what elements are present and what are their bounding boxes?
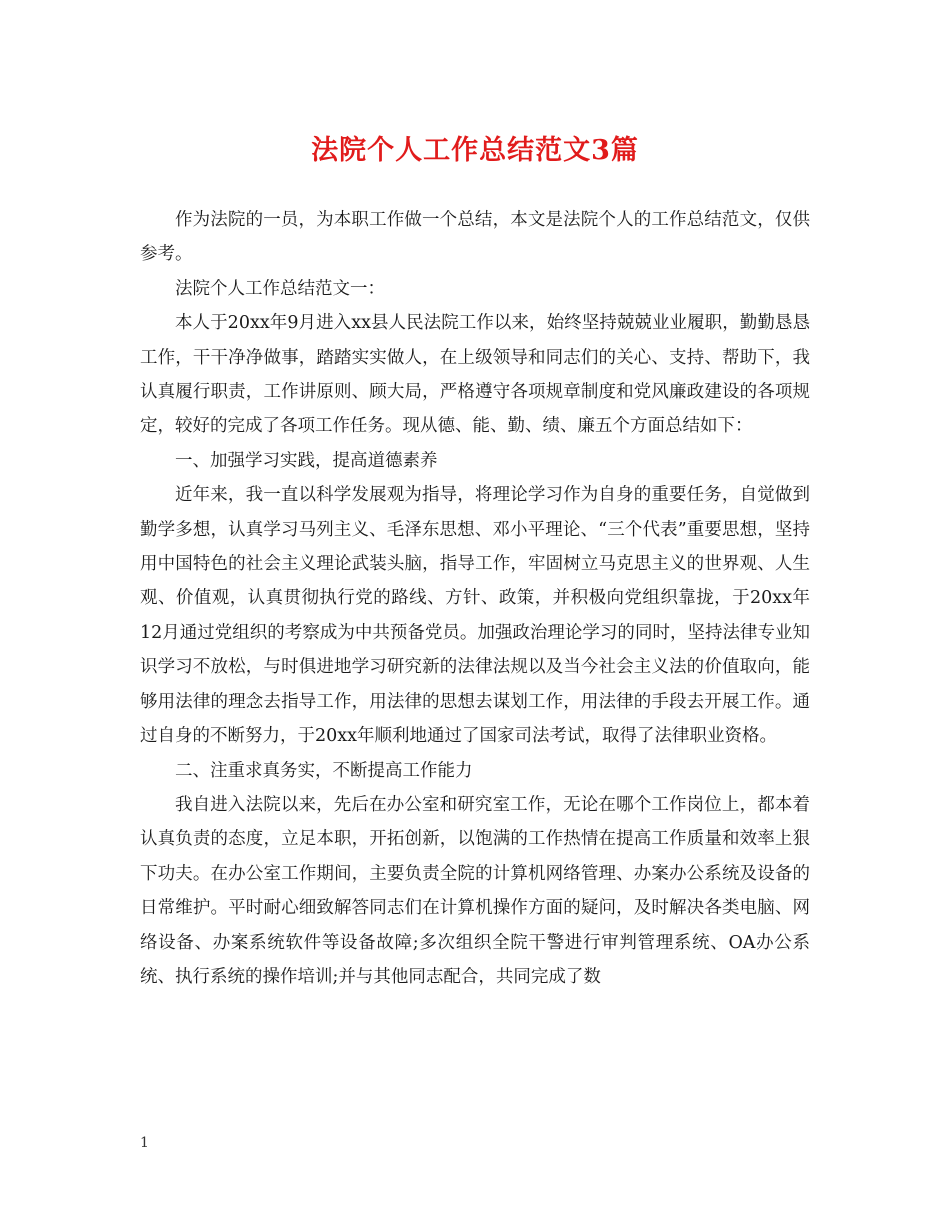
page-title: 法院个人工作总结范文3篇 bbox=[311, 135, 639, 166]
section-heading-work-ability: 二、注重求真务实，不断提高工作能力 bbox=[175, 760, 473, 781]
body-paragraph: 近年来，我一直以科学发展观为指导，将理论学习作为自身的重要任务，自觉做到勤学多想，认真学习马列主义、毛泽东思想、邓小平理论、“三个代表”重要思想，坚持用中国特色的社会主义理论武装头脑，指导工作，牢固树立马克思主义的世界观、人生观、价值观，认真贯彻执行党的路线、方针、政策，并积极向党组织靠拢，于20xx年12月通过党组织的考察成为中共预备党员。加强政治理论学习的同时，坚持法律专业知识学习不放松，与时俱进地学习研究新的法律法规以及当今社会主义法的价值取向，能够用法律的理念去指导工作，用法律的思想去谋划工作，用法律的手段去开展工作。通过自身的不断努力，于20xx年顺利地通过了国家司法考试，取得了法律职业资格。 bbox=[140, 485, 810, 747]
page-number: 1 bbox=[140, 1135, 149, 1151]
document-body bbox=[140, 203, 810, 994]
body-paragraph: 本人于20xx年9月进入xx县人民法院工作以来，始终坚持兢兢业业履职，勤勤恳恳工作，干干净净做事，踏踏实实做人，在上级领导和同志们的关心、支持、帮助下，我认真履行职责，工作讲原则、顾大局，严格遵守各项规章制度和党风廉政建设的各项规定，较好的完成了各项工作任务。现从德、能、勤、绩、廉五个方面总结如下： bbox=[140, 313, 810, 437]
section-heading-study-practice: 一、加强学习实践，提高道德素养 bbox=[175, 450, 438, 471]
section-heading-sample-one: 法院个人工作总结范文一： bbox=[175, 278, 385, 299]
body-paragraph: 我自进入法院以来，先后在办公室和研究室工作，无论在哪个工作岗位上，都本着认真负责的态度，立足本职，开拓创新，以饱满的工作热情在提高工作质量和效率上狠下功夫。在办公室工作期间，主要负责全院的计算机网络管理、办案办公系统及设备的日常维护。平时耐心细致解答同志们在计算机操作方面的疑问，及时解决各类电脑、网络设备、办案系统软件等设备故障;多次组织全院干警进行审判管理系统、OA办公系统、执行系统的操作培训;并与其他同志配合，共同完成了数 bbox=[140, 794, 810, 987]
intro-paragraph: 作为法院的一员，为本职工作做一个总结，本文是法院个人的工作总结范文，仅供参考。 bbox=[140, 210, 810, 265]
